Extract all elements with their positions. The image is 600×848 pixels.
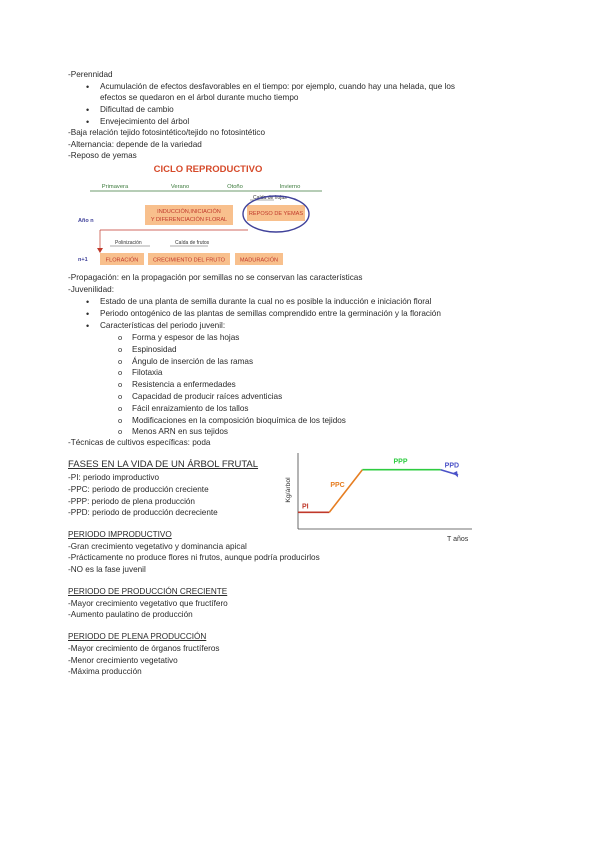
improductivo-item-3: -NO es la fase juvenil (68, 565, 146, 574)
improductivo-item-2: -Prácticamente no produce flores ni frutos, aunque podría producirlos (68, 553, 320, 562)
plena-item-1: -Mayor crecimiento de órganos fructíferos (68, 644, 220, 653)
fases-item-2: -PPC: periodo de producción creciente (68, 485, 209, 494)
series-label-pi: PI (302, 503, 309, 511)
plena-item-3: -Máxima producción (68, 667, 142, 676)
floracion-label: FLORACIÓN (105, 257, 139, 264)
perennidad-bullet-3: • Envejecimiento del árbol (100, 117, 189, 127)
creciente-heading: PERIODO DE PRODUCCIÓN CRECIENTE (68, 587, 228, 596)
tecnicas-line: -Técnicas de cultivos específicas: poda (68, 438, 211, 447)
chart-series-group (298, 459, 459, 513)
series-line-ppc (329, 470, 362, 513)
season-verano: Verano (170, 184, 190, 190)
plena-item-2: -Menor crecimiento vegetativo (68, 656, 178, 665)
fases-item-1: -PI: periodo improductivo (68, 473, 160, 482)
chart-xlabel: T años (447, 536, 469, 543)
juvenilidad-line: -Juvenilidad: (68, 285, 114, 294)
caida-hojas-label: Caída de hojas (253, 195, 287, 201)
creciente-item-1: -Mayor crecimiento vegetativo que fructífero (68, 599, 228, 608)
caracteristica-4: o Filotaxia (132, 368, 163, 378)
reposo-line: -Reposo de yemas (68, 151, 137, 160)
year-n-label: Año n (78, 218, 94, 224)
induccion-line2: Y DIFERENCIACIÓN FLORAL (150, 217, 228, 223)
juvenilidad-bullet-1: • Estado de una planta de semilla durante la cual no es posible la inducción e iniciación floral (100, 297, 431, 307)
cycle-arrow-icon (97, 248, 103, 253)
perennidad-bullet-1: • Acumulación de efectos desfavorables en el tiempo: por ejemplo, cuando hay una helada, que los (100, 82, 455, 92)
caracteristica-6: o Capacidad de producir raíces adventicias (132, 392, 282, 402)
reposo-yemas-label: REPOSO DE YEMAS (248, 211, 304, 217)
plena-heading: PERIODO DE PLENA PRODUCCIÓN (68, 632, 207, 641)
polinizacion-label: Polinización (115, 240, 142, 246)
maduracion-label: MADURACIÓN (239, 257, 279, 264)
induccion-line1: INDUCCIÓN,INICIACIÓN (157, 209, 221, 215)
caracteristica-2: o Espinosidad (132, 345, 177, 355)
caida-frutos-label: Caída de frutos (175, 240, 210, 246)
ciclo-reproductivo-diagram (60, 158, 330, 268)
series-label-ppd: PPD (444, 462, 460, 470)
caracteristica-8: o Modificaciones en la composición bioquímica de los tejidos (132, 416, 346, 426)
juvenilidad-bullet-2: • Periodo ontogénico de las plantas de semillas comprendido entre la germinación y la floración (100, 309, 441, 319)
fases-item-3: -PPP: periodo de plena producción (68, 497, 195, 506)
fases-chart (282, 445, 497, 545)
ciclo-title: CICLO REPRODUCTIVO (153, 164, 263, 175)
perennidad-bullet-1-cont: efectos se quedaron en el árbol durante mucho tiempo (100, 93, 299, 102)
series-label-ppc: PPC (330, 482, 345, 489)
crecimiento-label: CRECIMIENTO DEL FRUTO (153, 257, 225, 264)
improductivo-item-1: -Gran crecimiento vegetativo y dominancia apical (68, 542, 247, 551)
juvenilidad-bullet-3: • Características del periodo juvenil: (100, 321, 225, 331)
season-primavera: Primavera (101, 184, 129, 190)
propagacion-line: -Propagación: en la propagación por semillas no se conservan las características (68, 273, 363, 282)
season-invierno: Invierno (279, 184, 301, 190)
caracteristica-1: o Forma y espesor de las hojas (132, 333, 239, 343)
caracteristica-7: o Fácil enraizamiento de los tallos (132, 404, 249, 414)
improductivo-heading: PERIODO IMPRODUCTIVO (68, 530, 172, 539)
perennidad-line: -Perennidad (68, 70, 113, 79)
alternancia-line: -Alternancia: depende de la variedad (68, 140, 202, 149)
caracteristica-3: o Ángulo de inserción de las ramas (132, 357, 253, 367)
caracteristica-9: o Menos ARN en sus tejidos (132, 427, 228, 437)
caracteristica-5: o Resistencia a enfermedades (132, 380, 236, 390)
fases-item-4: -PPD: periodo de producción decreciente (68, 508, 218, 517)
baja-relacion-line: -Baja relación tejido fotosintético/tejido no fotosintético (68, 128, 266, 137)
chart-ylabel: Kg/árbol (285, 477, 292, 503)
year-n1-label: n+1 (78, 257, 88, 263)
season-otono: Otoño (227, 184, 243, 190)
fases-heading: FASES EN LA VIDA DE UN ÁRBOL FRUTAL (68, 459, 259, 470)
perennidad-bullet-2: • Dificultad de cambio (100, 105, 174, 115)
series-label-ppp: PPP (393, 458, 408, 466)
creciente-item-2: -Aumento paulatino de producción (68, 610, 193, 619)
